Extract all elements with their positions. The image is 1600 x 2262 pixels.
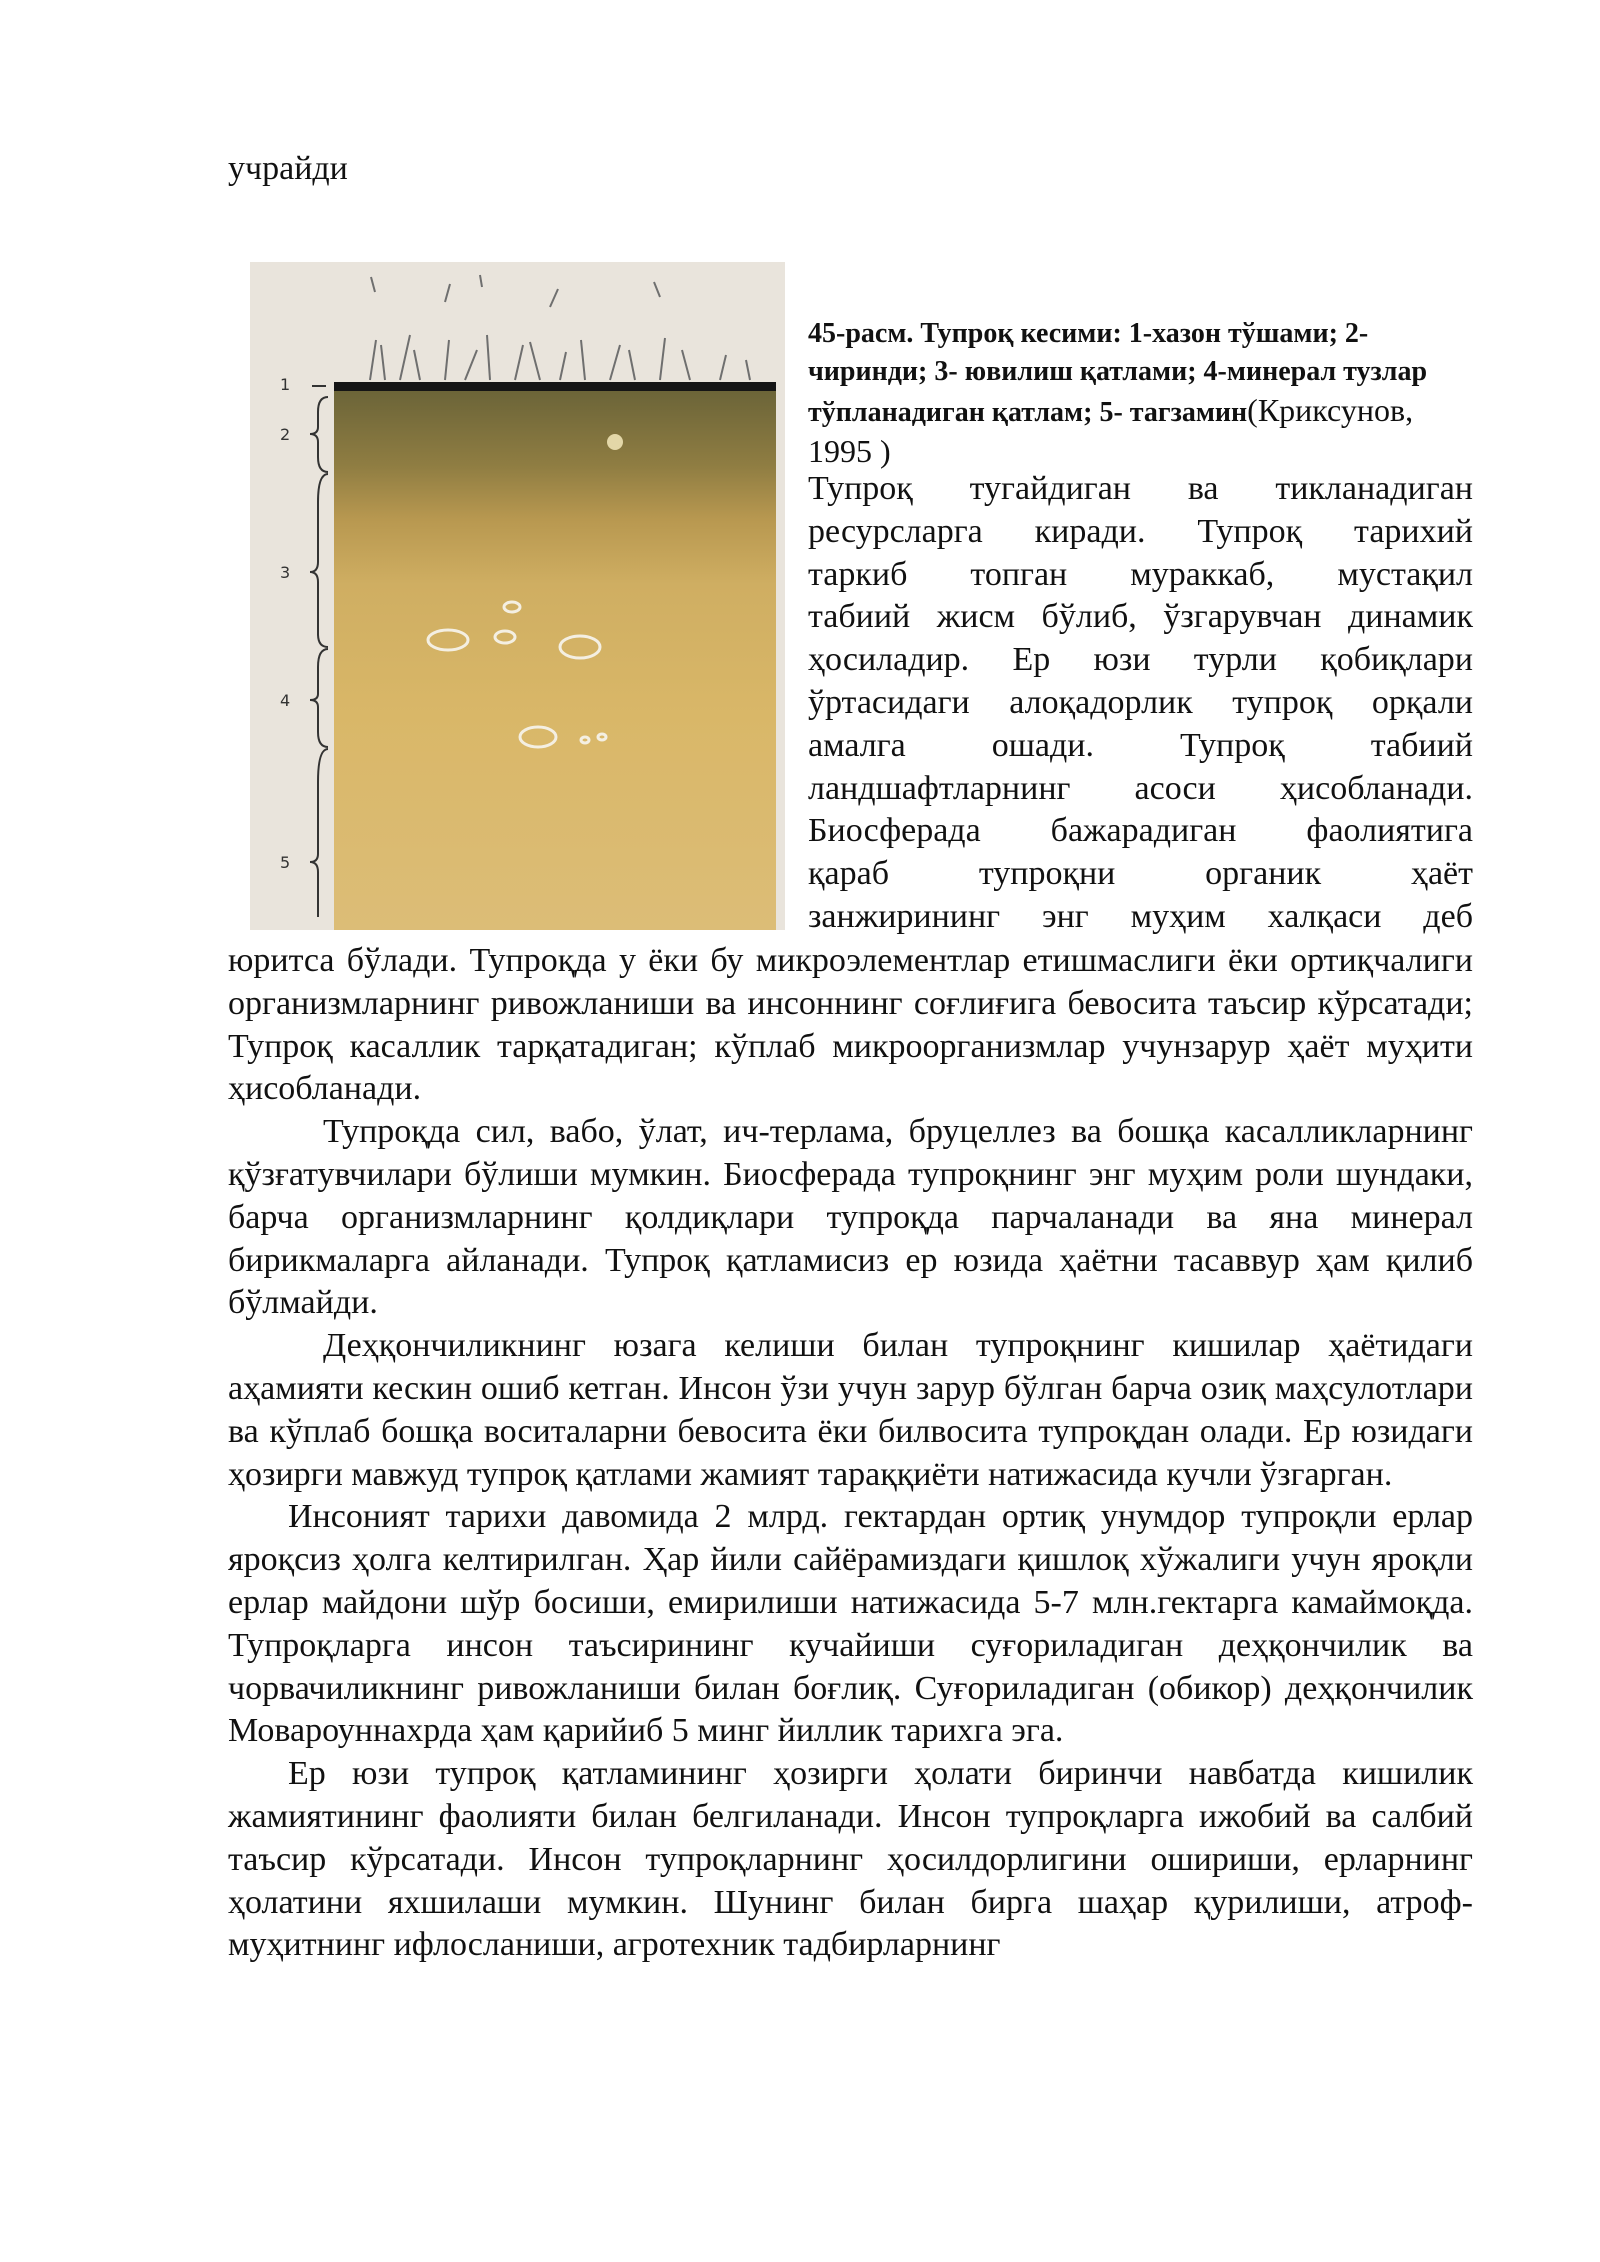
paragraph-continuation: юритса бўлади. Тупроқда у ёки бу микроэлементлар етишмаслиги ёки ортиқчалиги организмларнинг ривожланиши ва инсоннинг соғлиғига бевосита таъсир кўрсатади; Тупроқ касаллик тарқатадиган; кўплаб микроорганизмлар учунзарур ҳаёт муҳити ҳисобланади. xyxy=(228,942,1473,1108)
layer-label-4: 4 xyxy=(280,691,291,710)
root-nodule xyxy=(607,434,623,450)
carryover-word: учрайди xyxy=(228,150,348,187)
caption-citation: (Криксунов, 1995 ) xyxy=(808,392,1414,469)
wrap-line: таркиб топган мураккаб, мустақил xyxy=(808,555,1473,593)
wrap-line: амалга ошади. Тупроқ табиий xyxy=(808,726,1473,764)
paragraph-agriculture: Деҳқончиликнинг юзага келиши билан тупроқнинг кишилар ҳаётидаги аҳамияти кескин ошиб кетган. Инсон ўзи учун зарур бўлган барча озиқ маҳсулотлари ва кўплаб бошқа воситаларни бевосита ёки билвосита тупроқдан олади. Ер юзидаги ҳозирги мавжуд тупроқ қатлами жамият тараққиёти натижасида кучли ўзгарган. xyxy=(228,1327,1473,1493)
wrap-line: қараб тупроқни органик ҳаёт xyxy=(808,855,1473,893)
paragraph-diseases: Тупроқда сил, вабо, ўлат, ич-терлама, бруцеллез ва бошқа касалликларнинг қўзғатувчилари бўлиши мумкин. Биосферада тупроқнинг энг муҳим роли шундаки, барча организмларнинг қолдиқлари тупроқда парчаланади ва яна минерал бирикмаларга айланади. Тупроқ қатламисиз ер юзида ҳаётни тасаввур ҳам қилиб бўлмайди. xyxy=(228,1113,1473,1322)
figure-caption xyxy=(808,315,1473,473)
wrap-line: занжирининг энг муҳим халқаси деб xyxy=(808,897,1473,935)
wrap-line: Тупроқ тугайдиган ва тикланадиган xyxy=(808,470,1473,507)
wrap-line: ҳосиладир. Ер юзи турли қобиқлари xyxy=(808,641,1473,679)
layer-label-5: 5 xyxy=(280,853,291,872)
wrap-line: ўртасидаги алоқадорлик тупроқ орқали xyxy=(808,683,1473,721)
body-text xyxy=(228,940,1473,1967)
litter-layer-line xyxy=(334,382,776,391)
paragraph-land-degradation: Инсоният тарихи давомида 2 млрд. гектардан ортиқ унумдор тупроқли ерлар яроқсиз ҳолга келтирилган. Ҳар йили сайёрамиздаги қишлоқ хўжалиги учун яроқли ерлар майдони шўр босиши, емирилиши натижасида 5-7 млн.гектарга камаймоқда. Тупроқларга инсон таъсирининг кучайиши суғориладиган деҳқончилик ва чорвачиликнинг ривожланиши билан боғлиқ. Суғориладиган (обикор) деҳқончилик Мовароуннахрда ҳам қарийиб 5 минг йиллик тарихга эга. xyxy=(228,1498,1473,1750)
wrap-line: ресурсларга киради. Тупроқ тарихий xyxy=(808,512,1473,550)
layer-label-1: 1 xyxy=(280,375,291,394)
wrapped-text-column xyxy=(808,468,1473,939)
layer-label-3: 3 xyxy=(280,563,291,582)
soil-profile-figure xyxy=(250,262,785,930)
paragraph-human-impact: Ер юзи тупроқ қатламининг ҳозирги ҳолати биринчи навбатда кишилик жамиятининг фаолияти билан белгиланади. Инсон тупроқларга ижобий ва салбий таъсир кўрсатади. Инсон тупроқларнинг ҳосилдорлигини ошириши, ерларнинг ҳолатини яхшилаши мумкин. Шунинг билан бирга шаҳар қурилиши, атроф-муҳитнинг ифлосланиши, агротехник тадбирларнинг xyxy=(228,1755,1473,1964)
caption-bold-text: 45-расм. Тупроқ кесими: 1-хазон тўшами; 2-чиринди; 3- ювилиш қатлами; 4-минерал тузлар тўпланадиган қатлам; 5- тагзамин xyxy=(808,318,1428,428)
wrap-line: Биосферада бажарадиган фаолиятига xyxy=(808,812,1473,850)
soil-column xyxy=(334,390,776,930)
layer-label-2: 2 xyxy=(280,425,291,444)
wrap-line: ландшафтларнинг асоси ҳисобланади. xyxy=(808,769,1473,807)
wrap-line: табиий жисм бўлиб, ўзгарувчан динамик xyxy=(808,598,1473,636)
